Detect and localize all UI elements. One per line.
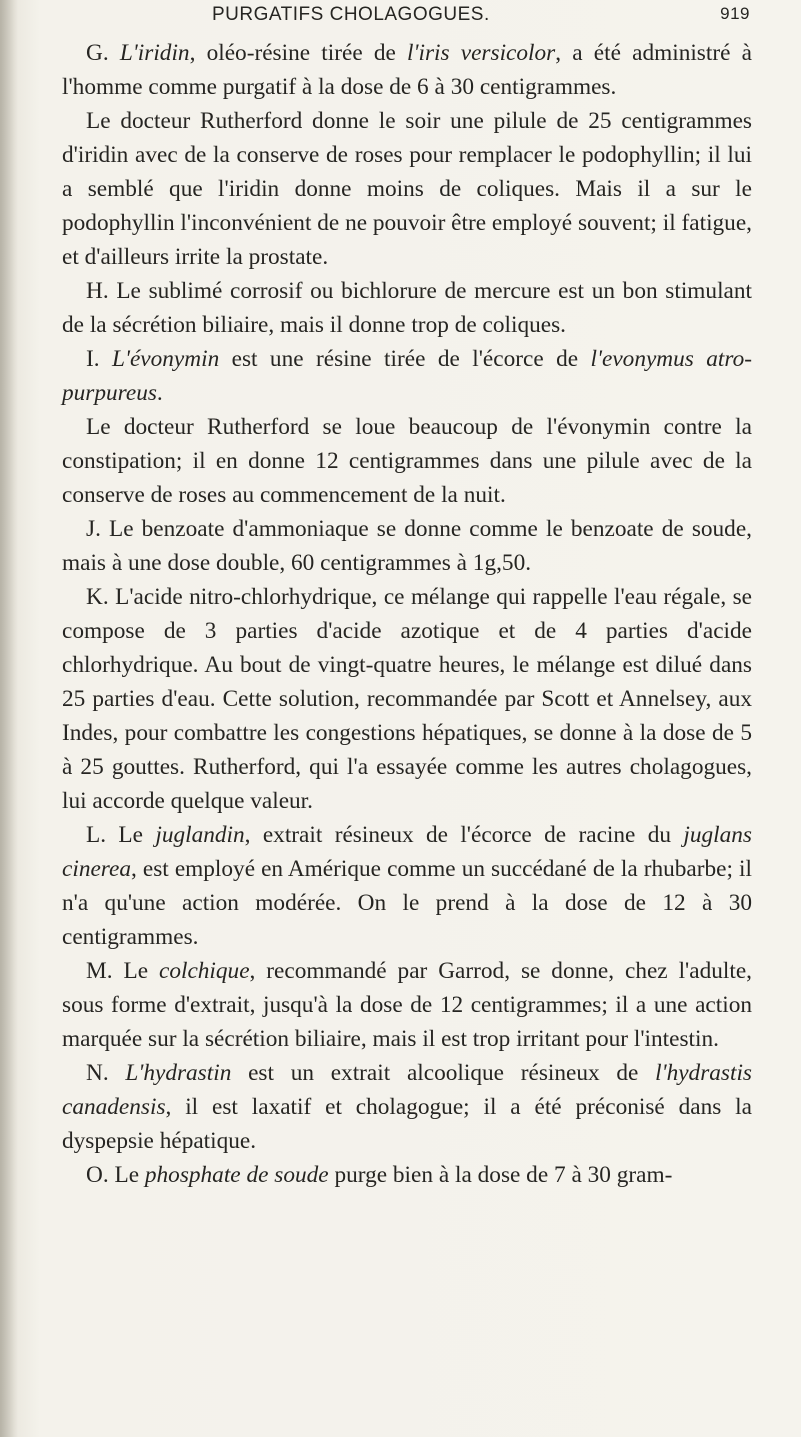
paragraph-l-juglandin: L. Le juglandin, extrait résineux de l'écorce de racine du juglans cinerea, est employé en Amérique comme un succédané de la rhubarbe; il n'a qu'une action modérée. On le prend à la dose de 12 à 30 centigrammes. [62, 822, 752, 950]
paragraph-g-rutherford: Le docteur Rutherford donne le soir une pilule de 25 centigrammes d'iridin avec de la conserve de roses pour remplacer le podophyllin; il lui a semblé que l'iridin donne moins de coliques. Mais il a sur le podophyllin l'inconvénient de ne pouvoir être employé souvent; il fatigue, et d'ailleurs irrite la prostate. [62, 108, 752, 270]
page-number: 919 [720, 4, 750, 23]
paragraph-k-acide: K. L'acide nitro-chlorhydrique, ce mélange qui rappelle l'eau régale, se compose de 3 parties d'acide azotique et de 4 parties d'acide chlorhydrique. Au bout de vingt-quatre heures, le mélange est dilué dans 25 parties d'eau. Cette solution, recommandée par Scott et Annelsey, aux Indes, pour combattre les congestions hépatiques, se donne à la dose de 5 à 25 gouttes. Rutherford, qui l'a essayée comme les autres cholagogues, lui accorde quelque valeur. [62, 584, 752, 814]
paragraph-i-evonymin: I. L'évonymin est une résine tirée de l'écorce de l'evonymus atro-purpureus. [62, 346, 752, 406]
paragraph-h-sublime: H. Le sublimé corrosif ou bichlorure de mercure est un bon stimulant de la sécrétion biliaire, mais il donne trop de coliques. [62, 278, 752, 338]
page-header [62, 2, 752, 32]
paragraph-m-colchique: M. Le colchique, recommandé par Garrod, se donne, chez l'adulte, sous forme d'extrait, jusqu'à la dose de 12 centigrammes; il a une action marquée sur la sécrétion biliaire, mais il est trop irritant pour l'intestin. [62, 958, 753, 1052]
paragraph-j-benzoate: J. Le benzoate d'ammoniaque se donne comme le benzoate de soude, mais à une dose double, 60 centigrammes à 1g,50. [62, 516, 752, 576]
paragraph-i-rutherford: Le docteur Rutherford se loue beaucoup de l'évonymin contre la constipation; il en donne 12 centigrammes dans une pilule avec de la conserve de roses au commencement de la nuit. [62, 414, 752, 508]
paragraph-o-phosphate: O. Le phosphate de soude purge bien à la dose de 7 à 30 gram- [86, 1162, 673, 1188]
running-title: PURGATIFS CHOLAGOGUES. [212, 4, 490, 25]
paragraph-g-iridin: G. L'iridin, oléo-résine tirée de l'iris versicolor, a été administré à l'homme comme purgatif à la dose de 6 à 30 centigrammes. [62, 40, 752, 100]
body-text [62, 36, 752, 1192]
binding-gutter-shadow [0, 0, 18, 1437]
paragraph-n-hydrastin: N. L'hydrastin est un extrait alcoolique résineux de l'hydrastis canadensis, il est laxatif et cholagogue; il a été préconisé dans la dyspepsie hépatique. [62, 1060, 752, 1154]
